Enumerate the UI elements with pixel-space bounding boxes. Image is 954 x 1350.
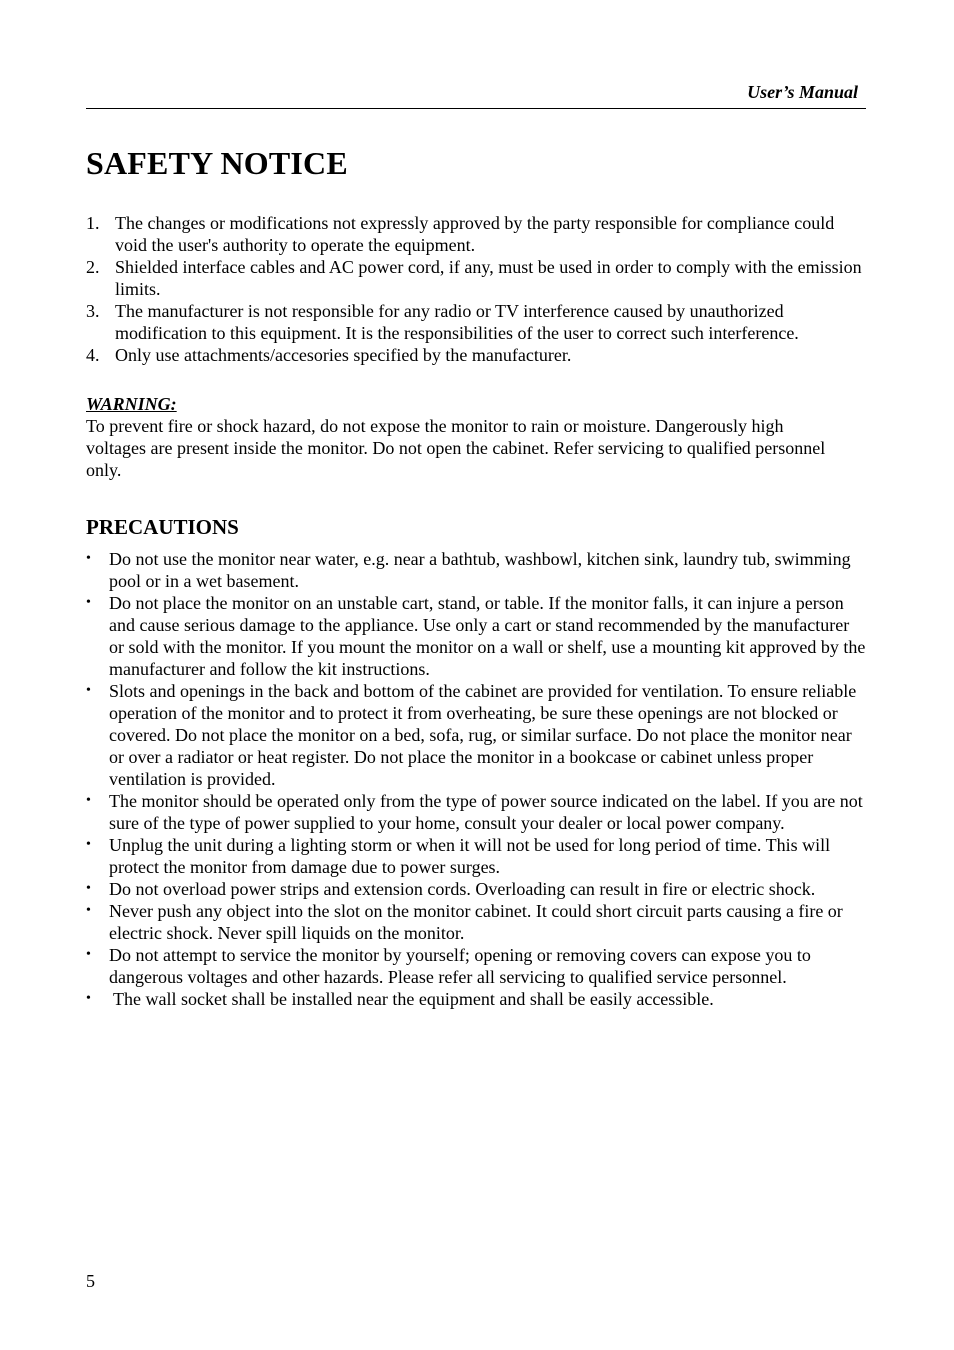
precaution-item (86, 680, 866, 790)
notice-text: The manufacturer is not responsible for any radio or TV interference caused by unauthorized modification to this equipment. It is the responsibilities of the user to correct such interference. (115, 301, 799, 343)
notice-text: Shielded interface cables and AC power cord, if any, must be used in order to comply with the emission limits. (115, 257, 862, 299)
bullet-icon: • (86, 551, 91, 566)
precaution-item (86, 900, 866, 944)
notice-text: The changes or modifications not expressly approved by the party responsible for compliance could void the user's authority to operate the equipment. (115, 213, 835, 255)
notice-text: Only use attachments/accesories specified by the manufacturer. (115, 345, 572, 365)
bullet-icon: • (86, 837, 91, 852)
precaution-item (86, 790, 866, 834)
precaution-text: The monitor should be operated only from the type of power source indicated on the label. If you are not sure of the type of power supplied to your home, consult your dealer or local power company. (109, 791, 863, 833)
notice-item (86, 256, 866, 300)
page-title: SAFETY NOTICE (86, 145, 348, 181)
notice-list (86, 212, 866, 366)
notice-item (86, 344, 866, 366)
bullet-icon: • (86, 793, 91, 808)
precautions-heading: PRECAUTIONS (86, 515, 239, 539)
precaution-item (86, 988, 866, 1010)
page-number: 5 (86, 1271, 95, 1291)
precautions-list (86, 548, 866, 1010)
warning-label: WARNING: (86, 394, 177, 414)
notice-number: 3. (86, 301, 100, 321)
notice-item (86, 300, 866, 344)
precaution-item (86, 592, 866, 680)
bullet-icon: • (86, 991, 91, 1006)
bullet-icon: • (86, 947, 91, 962)
precaution-text: Never push any object into the slot on the monitor cabinet. It could short circuit parts causing a fire or electric shock. Never spill liquids on the monitor. (109, 901, 843, 943)
precaution-text: The wall socket shall be installed near the equipment and shall be easily accessible. (113, 989, 714, 1009)
bullet-icon: • (86, 595, 91, 610)
running-header (86, 80, 866, 109)
notice-number: 1. (86, 213, 100, 233)
notice-number: 4. (86, 345, 100, 365)
precaution-text: Do not attempt to service the monitor by yourself; opening or removing covers can expose you to dangerous voltages and other hazards. Please refer all servicing to qualified service personnel. (109, 945, 811, 987)
warning-text: To prevent fire or shock hazard, do not expose the monitor to rain or moisture. Dangerously high voltages are present inside the monitor. Do not open the cabinet. Refer servicing to qualified personnel only. (86, 416, 826, 480)
precaution-item (86, 944, 866, 988)
bullet-icon: • (86, 903, 91, 918)
precaution-item (86, 548, 866, 592)
precaution-text: Do not place the monitor on an unstable cart, stand, or table. If the monitor falls, it can injure a person and cause serious damage to the appliance. Use only a cart or stand recommended by the manufacturer or sold with the monitor. If you mount the monitor on a wall or shelf, use a mounting kit approved by the manufacturer and follow the kit instructions. (109, 593, 866, 679)
warning-block (86, 393, 846, 481)
precaution-text: Unplug the unit during a lighting storm or when it will not be used for long period of time. This will protect the monitor from damage due to power surges. (109, 835, 831, 877)
running-header-title: User’s Manual (747, 82, 858, 102)
notice-item (86, 212, 866, 256)
precaution-text: Slots and openings in the back and bottom of the cabinet are provided for ventilation. To ensure reliable operation of the monitor and to protect it from overheating, be sure these openings are not blocked or covered. Do not place the monitor on a bed, sofa, rug, or similar surface. Do not place the monitor near or over a radiator or heat register. Do not place the monitor in a bookcase or cabinet unless proper ventilation is provided. (109, 681, 857, 789)
precaution-item (86, 834, 866, 878)
notice-number: 2. (86, 257, 100, 277)
bullet-icon: • (86, 683, 91, 698)
bullet-icon: • (86, 881, 91, 896)
precaution-text: Do not overload power strips and extension cords. Overloading can result in fire or electric shock. (109, 879, 816, 899)
precaution-item (86, 878, 866, 900)
precaution-text: Do not use the monitor near water, e.g. near a bathtub, washbowl, kitchen sink, laundry tub, swimming pool or in a wet basement. (109, 549, 851, 591)
